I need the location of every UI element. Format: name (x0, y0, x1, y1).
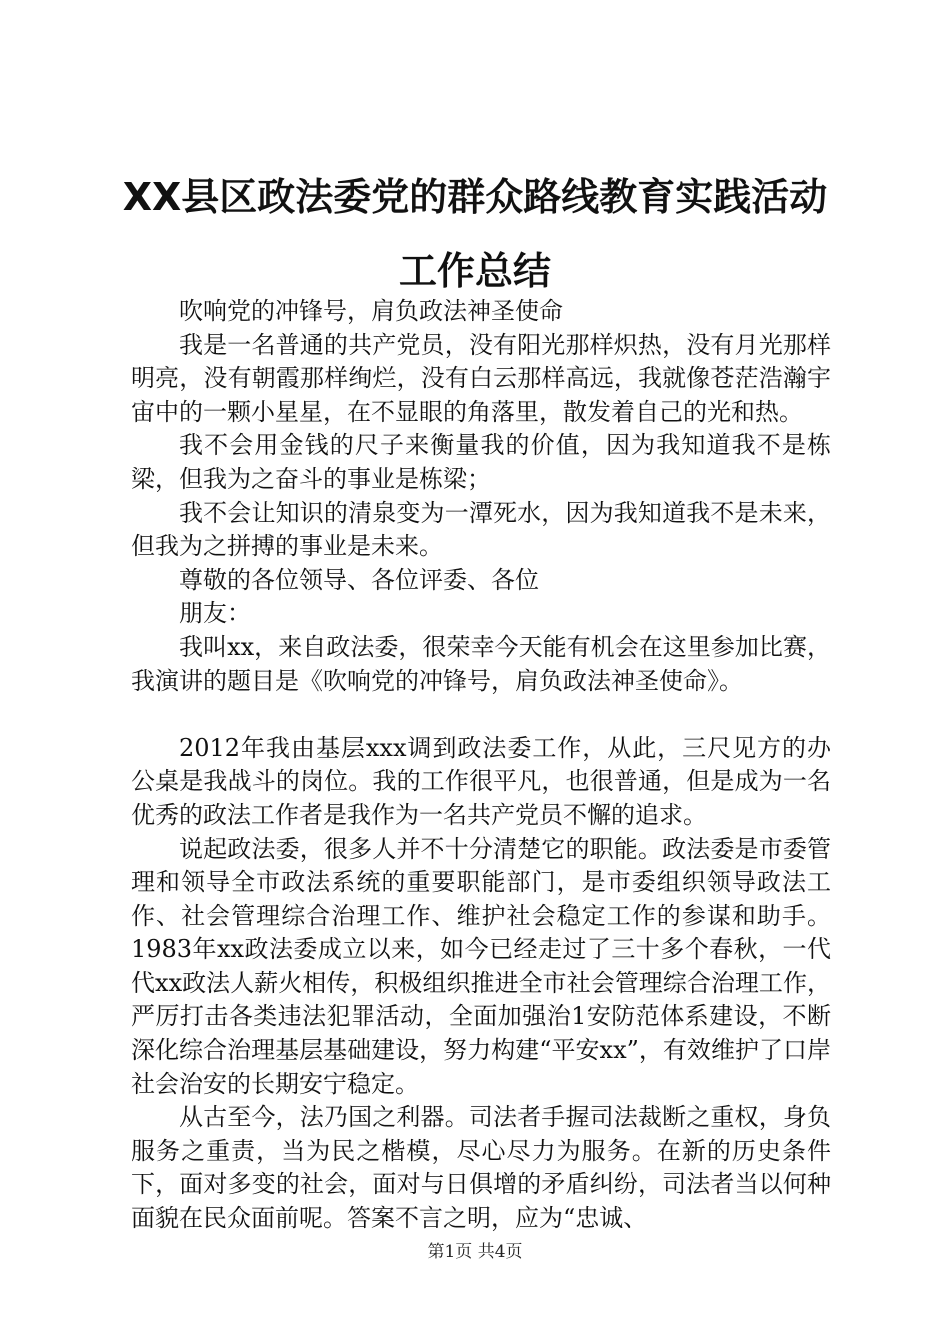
document-title: XX县区政法委党的群众路线教育实践活动工作总结 (122, 175, 828, 293)
document-body (131, 295, 831, 1236)
paragraph: 从古至今，法乃国之利器。司法者手握司法裁断之重权，身负服务之重责，当为民之楷模，尽心尽力为服务。在新的历史条件下，面对多变的社会，面对与日俱增的矛盾纠纷，司法者当以何种面貌在民众面前呢。答案不言之明，应为“忠诚、 (131, 1103, 831, 1233)
paragraph: 朋友： (179, 599, 251, 628)
paragraph: 我是一名普通的共产党员，没有阳光那样炽热，没有月光那样明亮，没有朝霞那样绚烂，没有白云那样高远，我就像苍茫浩瀚宇宙中的一颗小星星，在不显眼的角落里，散发着自己的光和热。 (131, 330, 831, 426)
page-footer: 第1页 共4页 (427, 1242, 523, 1262)
paragraph: 2012年我由基层xxx调到政法委工作，从此，三尺见方的办公桌是我战斗的岗位。我的工作很平凡，也很普通，但是成为一名优秀的政法工作者是我作为一名共产党员不懈的追求。 (131, 733, 831, 829)
paragraph-subtitle: 吹响党的冲锋号，肩负政法神圣使命 (179, 297, 563, 325)
paragraph: 说起政法委，很多人并不十分清楚它的职能。政法委是市委管理和领导全市政法系统的重要职能部门，是市委组织领导政法工作、社会管理综合治理工作、维护社会稳定工作的参谋和助手。1983年xx政法委成立以来，如今已经走过了三十多个春秋，一代代xx政法人薪火相传，积极组织推进全市社会管理综合治理工作，严厉打击各类违法犯罪活动，全面加强治1安防范体系建设，不断深化综合治理基层基础建设，努力构建“平安xx”，有效维护了口岸社会治安的长期安宁稳定。 (131, 834, 831, 1098)
paragraph: 我不会用金钱的尺子来衡量我的价值，因为我知道我不是栋梁，但我为之奋斗的事业是栋梁； (131, 431, 831, 493)
paragraph: 我叫xx，来自政法委，很荣幸今天能有机会在这里参加比赛，我演讲的题目是《吹响党的冲锋号，肩负政法神圣使命》。 (131, 632, 831, 695)
paragraph: 我不会让知识的清泉变为一潭死水，因为我知道我不是未来，但我为之拼搏的事业是未来。 (131, 498, 831, 561)
paragraph-gap (131, 698, 831, 732)
paragraph: 尊敬的各位领导、各位评委、各位 (179, 565, 539, 594)
